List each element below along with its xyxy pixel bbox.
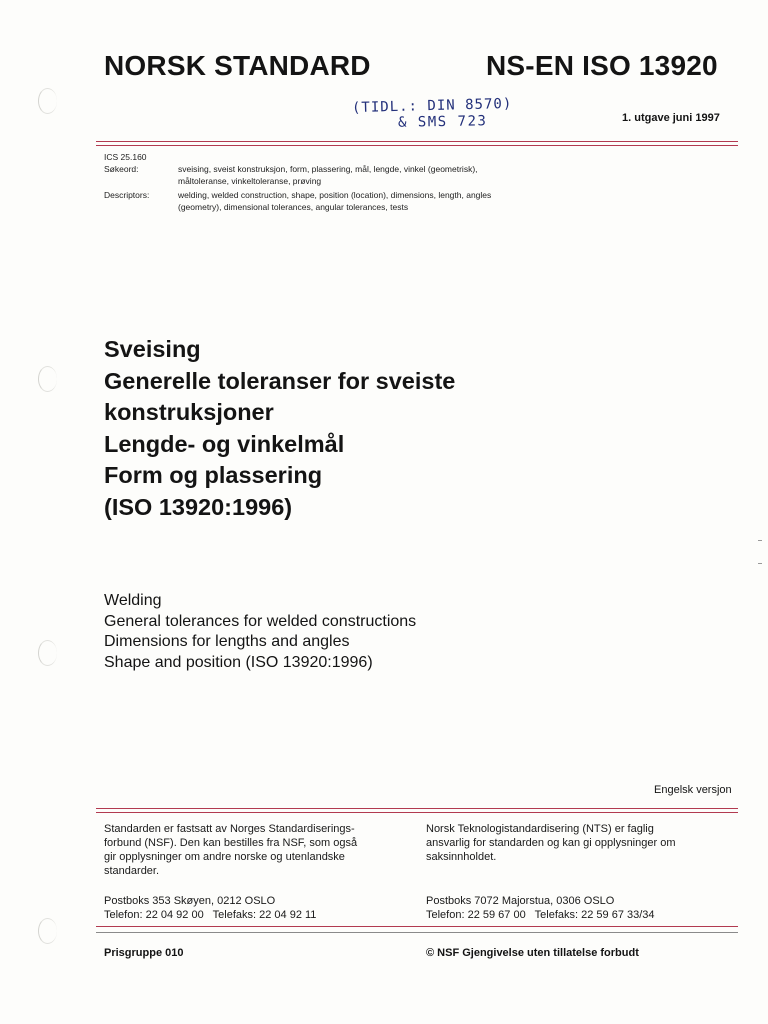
- standard-number-heading: NS-EN ISO 13920: [486, 50, 718, 81]
- standard-org-heading: NORSK STANDARD: [104, 50, 371, 81]
- scan-mark: [758, 563, 762, 564]
- binder-hole-4: [38, 918, 57, 944]
- subtitle-line: General tolerances for welded constructions: [104, 612, 417, 630]
- edition-label: 1. utgave juni 1997: [622, 112, 720, 124]
- handwritten-note-line-2: & SMS 723: [397, 113, 488, 131]
- subtitle-line: Welding: [104, 592, 162, 609]
- binder-hole-1: [38, 88, 57, 114]
- title-line: konstruksjoner: [104, 399, 274, 425]
- footer-rule-top-2: [96, 812, 738, 813]
- binder-hole-2: [38, 366, 57, 392]
- nsf-text-line: standarder.: [104, 865, 160, 877]
- english-title: [104, 591, 416, 673]
- copyright-notice: © NSF Gjengivelse uten tillatelse forbudt: [426, 947, 639, 959]
- ics-code: ICS 25.160: [104, 152, 147, 162]
- language-version: Engelsk versjon: [654, 784, 732, 796]
- footer-rule-bottom-2: [96, 932, 738, 933]
- title-line: Sveising: [104, 336, 201, 362]
- footer-rule-top-1: [96, 808, 738, 809]
- nsf-phone: Telefon: 22 04 92 00 Telefaks: 22 04 92 11: [104, 909, 317, 921]
- nsf-address: Postboks 353 Skøyen, 0212 OSLO: [104, 895, 276, 907]
- nts-text-line: saksinnholdet.: [426, 851, 497, 863]
- descriptors-line-1: welding, welded construction, shape, position (location), dimensions, length, angles: [178, 190, 492, 200]
- handwritten-note-line-1: (TIDL.: DIN 8570): [351, 95, 513, 117]
- descriptors-line-2: (geometry), dimensional tolerances, angular tolerances, tests: [178, 202, 409, 212]
- nsf-text-line: forbund (NSF). Den kan bestilles fra NSF, som også: [104, 837, 358, 849]
- descriptors-label: Descriptors:: [104, 190, 150, 200]
- price-group: Prisgruppe 010: [104, 947, 184, 959]
- header-rule-top: [96, 141, 738, 142]
- title-line: Lengde- og vinkelmål: [104, 430, 345, 457]
- binder-hole-3: [38, 640, 57, 666]
- sokeord-label: Søkeord:: [104, 164, 139, 174]
- sokeord-line-1: sveising, sveist konstruksjon, form, plassering, mål, lengde, vinkel (geometrisk),: [178, 164, 478, 174]
- title-line: Generelle toleranser for sveiste: [104, 367, 456, 394]
- norwegian-title: [104, 334, 455, 523]
- nsf-text: [104, 822, 414, 878]
- footer-rule-bottom-1: [96, 926, 738, 927]
- nts-text-line: ansvarlig for standarden og kan gi opplysninger om: [426, 837, 676, 849]
- sokeord-line-2: måltoleranse, vinkeltoleranse, prøving: [178, 176, 322, 186]
- nts-address: Postboks 7072 Majorstua, 0306 OSLO: [426, 895, 615, 907]
- scan-mark: [758, 540, 762, 541]
- title-line: Form og plassering: [104, 462, 323, 488]
- nsf-text-line: Standarden er fastsatt av Norges Standardiserings-: [104, 823, 355, 835]
- nts-text-line: Norsk Teknologistandardisering (NTS) er faglig: [426, 823, 654, 835]
- nts-phone: Telefon: 22 59 67 00 Telefaks: 22 59 67 33/34: [426, 909, 655, 921]
- title-line: (ISO 13920:1996): [104, 493, 293, 520]
- nts-text: [426, 822, 746, 864]
- header-rule-bottom: [96, 145, 738, 146]
- subtitle-line: Dimensions for lengths and angles: [104, 633, 350, 650]
- nsf-text-line: gir opplysninger om andre norske og utenlandske: [104, 851, 345, 863]
- subtitle-line: Shape and position (ISO 13920:1996): [104, 653, 373, 671]
